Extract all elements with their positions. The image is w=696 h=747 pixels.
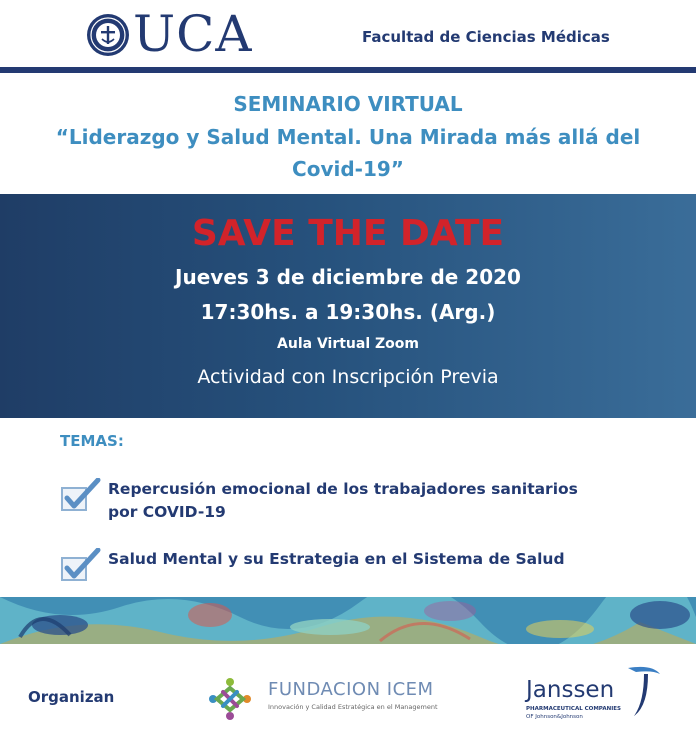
header — [0, 0, 696, 68]
footer — [0, 644, 696, 747]
janssen-logo — [526, 662, 666, 734]
topic-text-line1: Repercusión emocional de los trabajadores sanitarios — [108, 480, 578, 498]
icem-logo-icon — [205, 674, 255, 724]
janssen-subtitle: PHARMACEUTICAL COMPANIES — [526, 706, 621, 712]
janssen-parent: OF Johnson&Johnson — [526, 714, 583, 720]
topic-text-line2: por COVID-19 — [108, 503, 226, 521]
save-the-date-heading: SAVE THE DATE — [191, 213, 505, 254]
janssen-name: Janssen — [526, 677, 615, 703]
icem-tagline: Innovación y Calidad Estratégica en el Management — [268, 703, 438, 711]
event-venue: Aula Virtual Zoom — [277, 336, 419, 352]
topic-text — [108, 478, 668, 524]
registration-note: Actividad con Inscripción Previa — [197, 366, 499, 388]
organizers-label: Organizan — [28, 688, 115, 706]
event-details-banner — [0, 194, 696, 418]
janssen-swoosh-icon — [622, 662, 666, 718]
event-time: 17:30hs. a 19:30hs. (Arg.) — [200, 300, 496, 324]
checkbox-checked-icon — [60, 548, 104, 584]
checkbox-checked-icon — [60, 478, 104, 514]
topic-item — [60, 548, 660, 578]
university-seal-icon — [86, 13, 130, 57]
icem-name: FUNDACION ICEM — [268, 679, 434, 700]
seminar-label: SEMINARIO VIRTUAL — [233, 92, 463, 116]
faculty-name: Facultad de Ciencias Médicas — [362, 28, 610, 46]
seminar-title-line1: “Liderazgo y Salud Mental. Una Mirada más allá del — [55, 125, 641, 149]
seminar-title — [0, 73, 696, 194]
university-logo-text: UCA — [133, 5, 253, 63]
topics-heading: TEMAS: — [60, 432, 124, 450]
topic-text: Salud Mental y su Estrategia en el Sistema de Salud — [108, 550, 565, 568]
event-date: Jueves 3 de diciembre de 2020 — [175, 265, 521, 289]
seminar-title-line2: Covid-19” — [292, 157, 404, 181]
topic-item — [60, 478, 660, 528]
decorative-painting-strip — [0, 597, 696, 644]
